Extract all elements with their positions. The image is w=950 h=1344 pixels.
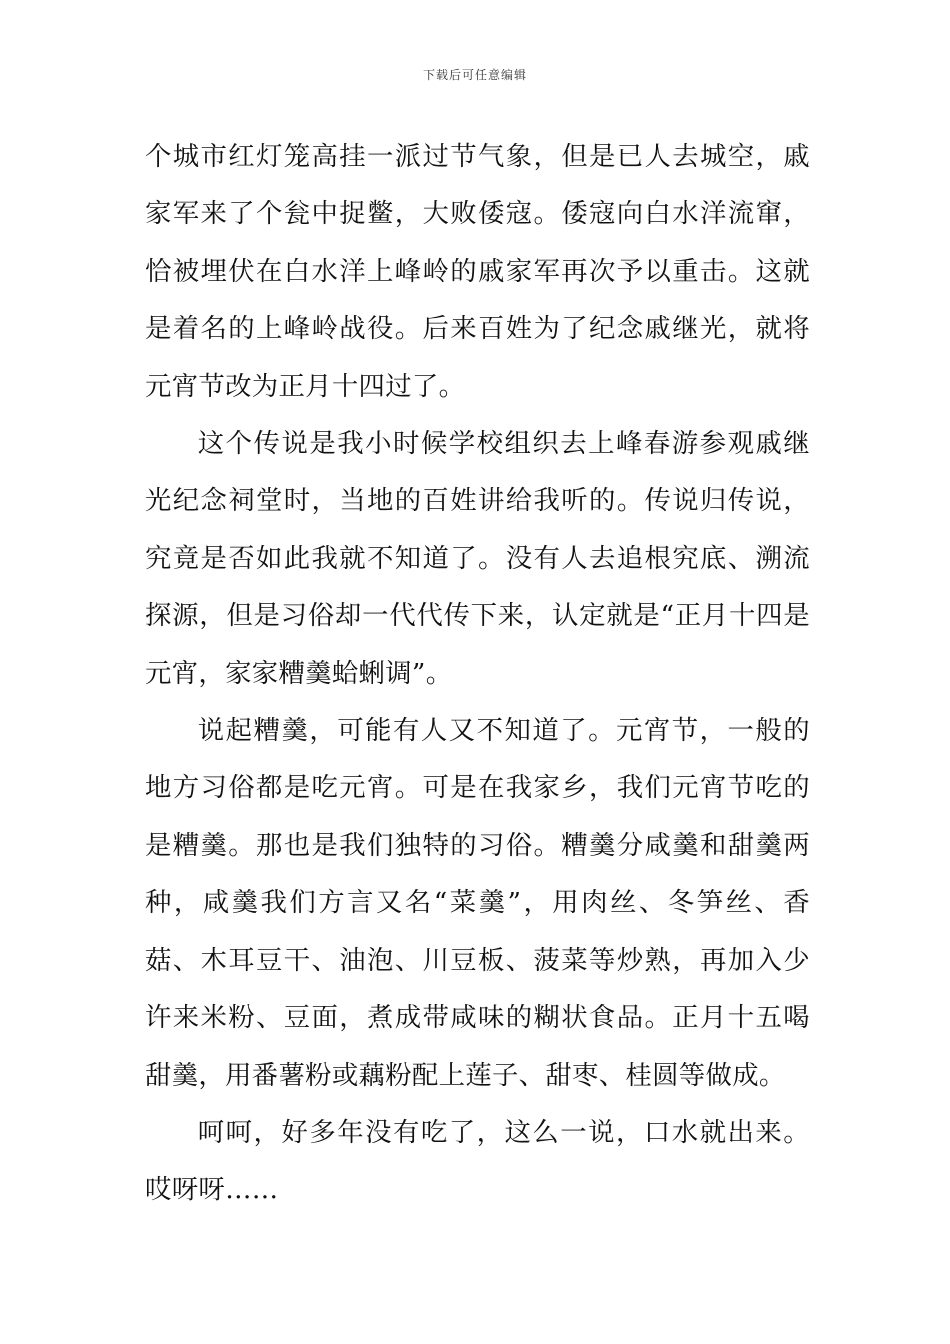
paragraph-2: 这个传说是我小时候学校组织去上峰春游参观戚继光纪念祠堂时，当地的百姓讲给我听的。传说归传说，究竟是否如此我就不知道了。没有人去追根究底、溯流探源，但是习俗却一代代传下来，认定就是“正月十四是元宵，家家糟羹蛤蜊调”。 [145,428,810,689]
paragraph-4: 呵呵，好多年没有吃了，这么一说，口水就出来。哎呀呀…… [145,1116,810,1206]
paragraph-3: 说起糟羹，可能有人又不知道了。元宵节，一般的地方习俗都是吃元宵。可是在我家乡，我们元宵节吃的是糟羹。那也是我们独特的习俗。糟羹分咸羹和甜羹两种，咸羹我们方言又名“菜羹”，用肉丝、冬笋丝、香菇、木耳豆干、油泡、川豆板、菠菜等炒熟，再加入少许来米粉、豆面，煮成带咸味的糊状食品。正月十五喝甜羹，用番薯粉或藕粉配上莲子、甜枣、桂圆等做成。 [145,715,810,1091]
page-header: 下载后可任意编辑 [422,68,527,82]
paragraph-1: 个城市红灯笼高挂一派过节气象，但是已人去城空，戚家军来了个瓮中捉鳖，大败倭寇。倭寇向白水洋流窜，恰被埋伏在白水洋上峰岭的戚家军再次予以重击。这就是着名的上峰岭战役。后来百姓为了纪念戚继光，就将元宵节改为正月十四过了。 [145,141,810,402]
document-body [145,128,810,1219]
